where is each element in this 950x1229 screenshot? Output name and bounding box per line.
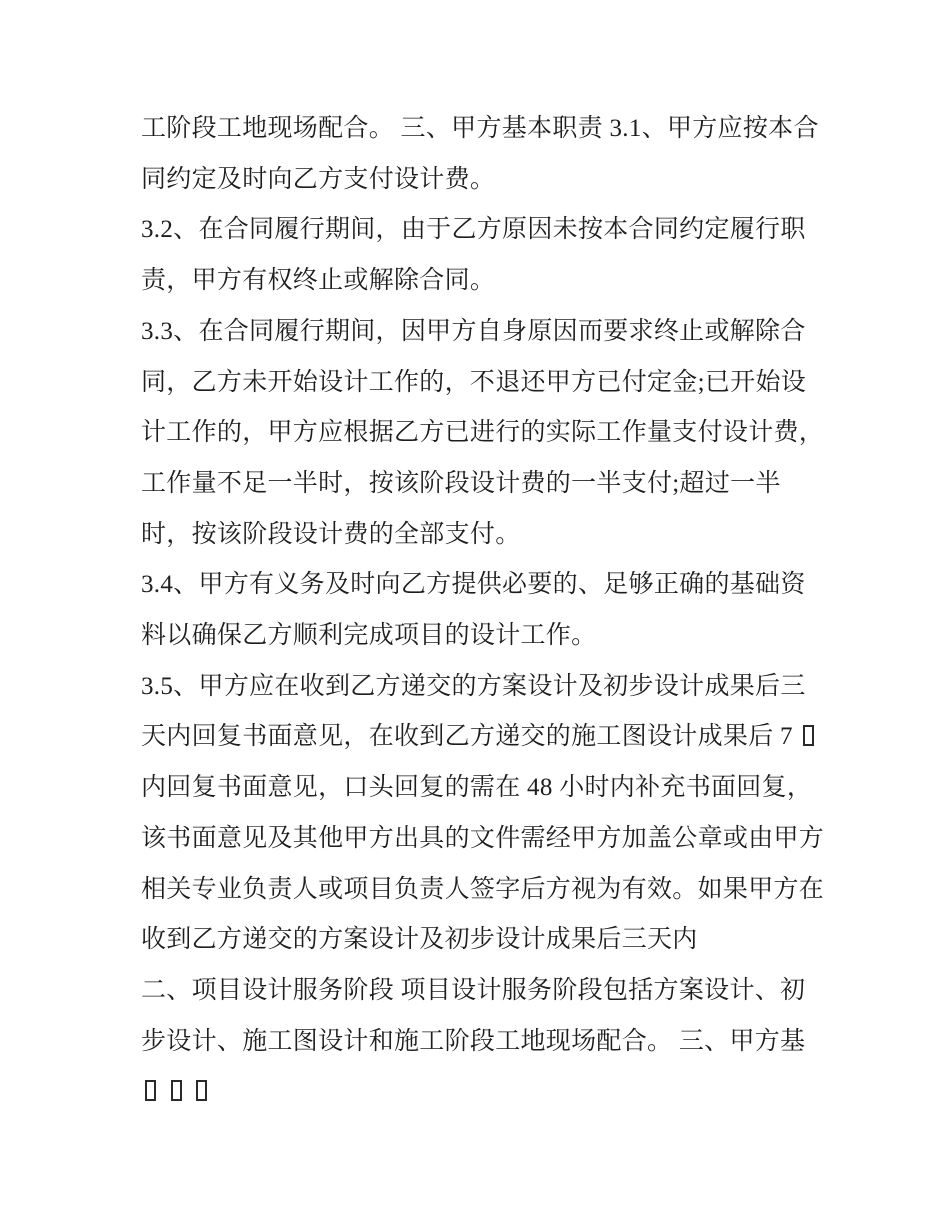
document-line: 时，按该阶段设计费的全部支付。: [141, 520, 521, 548]
document-line: 料以确保乙方顺利完成项目的设计工作。: [141, 622, 597, 650]
document-line: 内回复书面意见，口头回复的需在 48 小时内补充书面回复，: [141, 774, 813, 802]
missing-glyph-box: [171, 1080, 182, 1101]
document-line: 3.5、甲方应在收到乙方递交的方案设计及初步设计成果后三: [141, 672, 806, 700]
document-line: 计工作的，甲方应根据乙方已进行的实际工作量支付设计费，: [141, 419, 825, 447]
document-line: 同约定及时向乙方支付设计费。: [141, 165, 496, 193]
document-line: 工阶段工地现场配合。 三、甲方基本职责 3.1、甲方应按本合: [141, 115, 819, 142]
document-line: [141, 1067, 870, 1118]
document-line: 相关专业负责人或项目负责人签字后方视为有效。如果甲方在: [141, 875, 825, 903]
document-line: 该书面意见及其他甲方出具的文件需经甲方加盖公章或由甲方: [141, 824, 825, 852]
missing-glyph-box: [803, 725, 814, 746]
missing-glyph-box: [145, 1080, 156, 1101]
document-line: 3.3、在合同履行期间，因甲方自身原因而要求终止或解除合: [141, 317, 806, 345]
document-line: 3.2、在合同履行期间，由于乙方原因未按本合同约定履行职: [141, 216, 806, 244]
document-line: 同，乙方未开始设计工作的，不退还甲方已付定金;已开始设: [141, 368, 807, 396]
missing-glyph-box: [196, 1080, 207, 1101]
document-line: 责，甲方有权终止或解除合同。: [141, 267, 496, 295]
document-line: 工作量不足一半时，按该阶段设计费的一半支付;超过一半: [141, 469, 781, 497]
document-line: 收到乙方递交的方案设计及初步设计成果后三天内: [141, 926, 698, 954]
document-line: 3.4、甲方有义务及时向乙方提供必要的、足够正确的基础资: [141, 571, 806, 599]
document-line: 步设计、施工图设计和施工阶段工地现场配合。 三、甲方基: [141, 1027, 806, 1055]
document-line: 二、项目设计服务阶段 项目设计服务阶段包括方案设计、初: [141, 976, 806, 1004]
document-line: 天内回复书面意见，在收到乙方递交的施工图设计成果后 7: [141, 712, 870, 763]
